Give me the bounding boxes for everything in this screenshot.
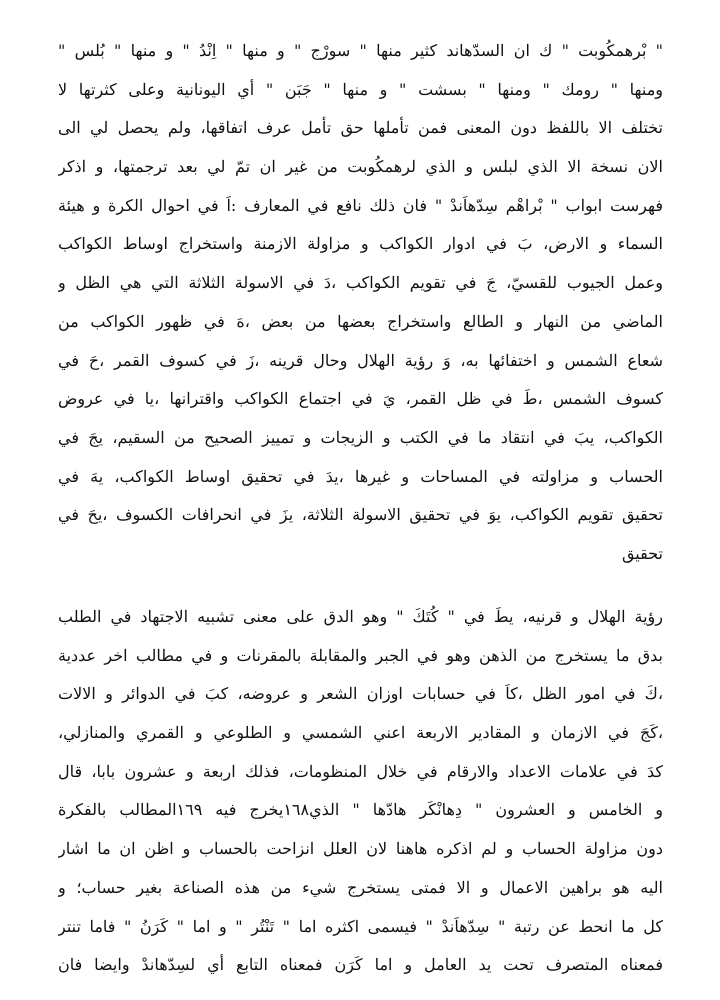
text-line: فهرست ابواب " بْراهْم سِدّهاَندْ " فان ذلك نافع في المعارف :اَ في احوال الكرة و هيئة bbox=[58, 195, 663, 215]
text-line: تحقيق تقويم الكواكب، يوَ في تحقيق الاسولة الثلاثة، يزَ في انحرافات الكسوف ،يحَ في bbox=[58, 505, 663, 525]
text-line: ،كَجَ في الازمان و المقادير الاربعة اعني الشمسي و الطلوعي و القمري والمنازلي، bbox=[58, 723, 663, 743]
text-line: الحساب و مزاولته في المساحات و غيرها ،يدَ في تحقيق اوساط الكواكب، يهَ في bbox=[58, 466, 663, 486]
paragraph-1 bbox=[58, 32, 663, 574]
text-line: رؤية الهلال و قرنيه، يطَ في " كُتَكَ " وهو الدق على معنى تشبيه الاجتهاد في الطلب bbox=[58, 607, 663, 626]
text-line: و الخامس و العشرون " دِهانْكَر هادّها " الذي١٦٨يخرج فيه ١٦٩المطالب بالفكرة bbox=[58, 800, 663, 820]
text-line: كدَ في علامات الاعداد والارقام في خلال المنظومات، فذلك اربعة و عشرون بابا، قال bbox=[58, 761, 663, 781]
text-line: اليه هو براهين الاعمال و الا فمتى يستخرج شيء من هذه الصناعة بغير حساب؛ و bbox=[58, 877, 663, 897]
text-line: ومنها " رومك " ومنها " بسشت " و منها " جَبَن " أي اليونانية وعلى كثرتها لا bbox=[58, 79, 663, 99]
text-line: السماء و الارض، بَ في ادوار الكواكب و مزاولة الازمنة واستخراج اوساط الكواكب bbox=[58, 234, 663, 254]
text-line: تختلف الا باللفظ دون المعنى فمن تأملها حق تأمل عرف اتفاقها، ولم يحصل لي الى bbox=[58, 118, 663, 138]
text-line: الكواكب، يبَ في انتقاد ما في الكتب و الزيجات و تمييز الصحيح من السقيم، يجَ في bbox=[58, 427, 663, 447]
text-line: " بْرهمكُوبت " ك ان السدّهاند كثير منها " سورْج " و منها " اِنْدُ " و منها " بُلس " bbox=[58, 41, 663, 60]
text-line: دون مزاولة الحساب و لم اذكره هاهنا لان العلل انزاحت بالحساب و اظن ان ما اشار bbox=[58, 839, 663, 859]
text-line: كسوف الشمس ،طَ في ظل القمر، يَ في اجتماع الكواكب واقترانها ،يا في عروض bbox=[58, 389, 663, 409]
text-line: كل ما انحط عن رتبة " سِدّهاَندْ " فيسمى اكثره اما " تَنْتُر " و اما " كَرَنُ " فاما تنتر bbox=[58, 916, 663, 936]
text-line: تحقيق bbox=[621, 543, 663, 563]
paragraph-2 bbox=[58, 598, 663, 985]
text-line: وعمل الجيوب للقسيّ، جَ في تقويم الكواكب ،دَ في الاسولة الثلاثة التي هي الظل و bbox=[58, 273, 663, 293]
text-line: بدق ما يستخرج من الذهن وهو في الجبر والمقابلة بالمقرنات و في مطالب اخر عددية bbox=[58, 645, 663, 665]
text-line: الان نسخة الا الذي لبلس و الذي لرهمكُوبت من غير ان تمّ لي بعد ترجمتها، و اذكر bbox=[58, 157, 663, 177]
text-line: الماضي من النهار و الطالع واستخراج بعضها من بعض ،هَ في ظهور الكواكب من bbox=[58, 311, 663, 331]
text-line: شعاع الشمس و اختفائها به، وَ رؤية الهلال وحال قرينه ،زَ في كسوف القمر ،حَ في bbox=[58, 350, 663, 370]
text-line: ،كَ في امور الظل ،كاَ في حسابات اوزان الشعر و عروضه، كبَ في الدوائر و الالات bbox=[58, 684, 663, 704]
text-line: فمعناه المتصرف تحت يد العامل و اما كَرَن فمعناه التابع أي لسِدّهاندْ وايضا فان bbox=[58, 955, 663, 975]
